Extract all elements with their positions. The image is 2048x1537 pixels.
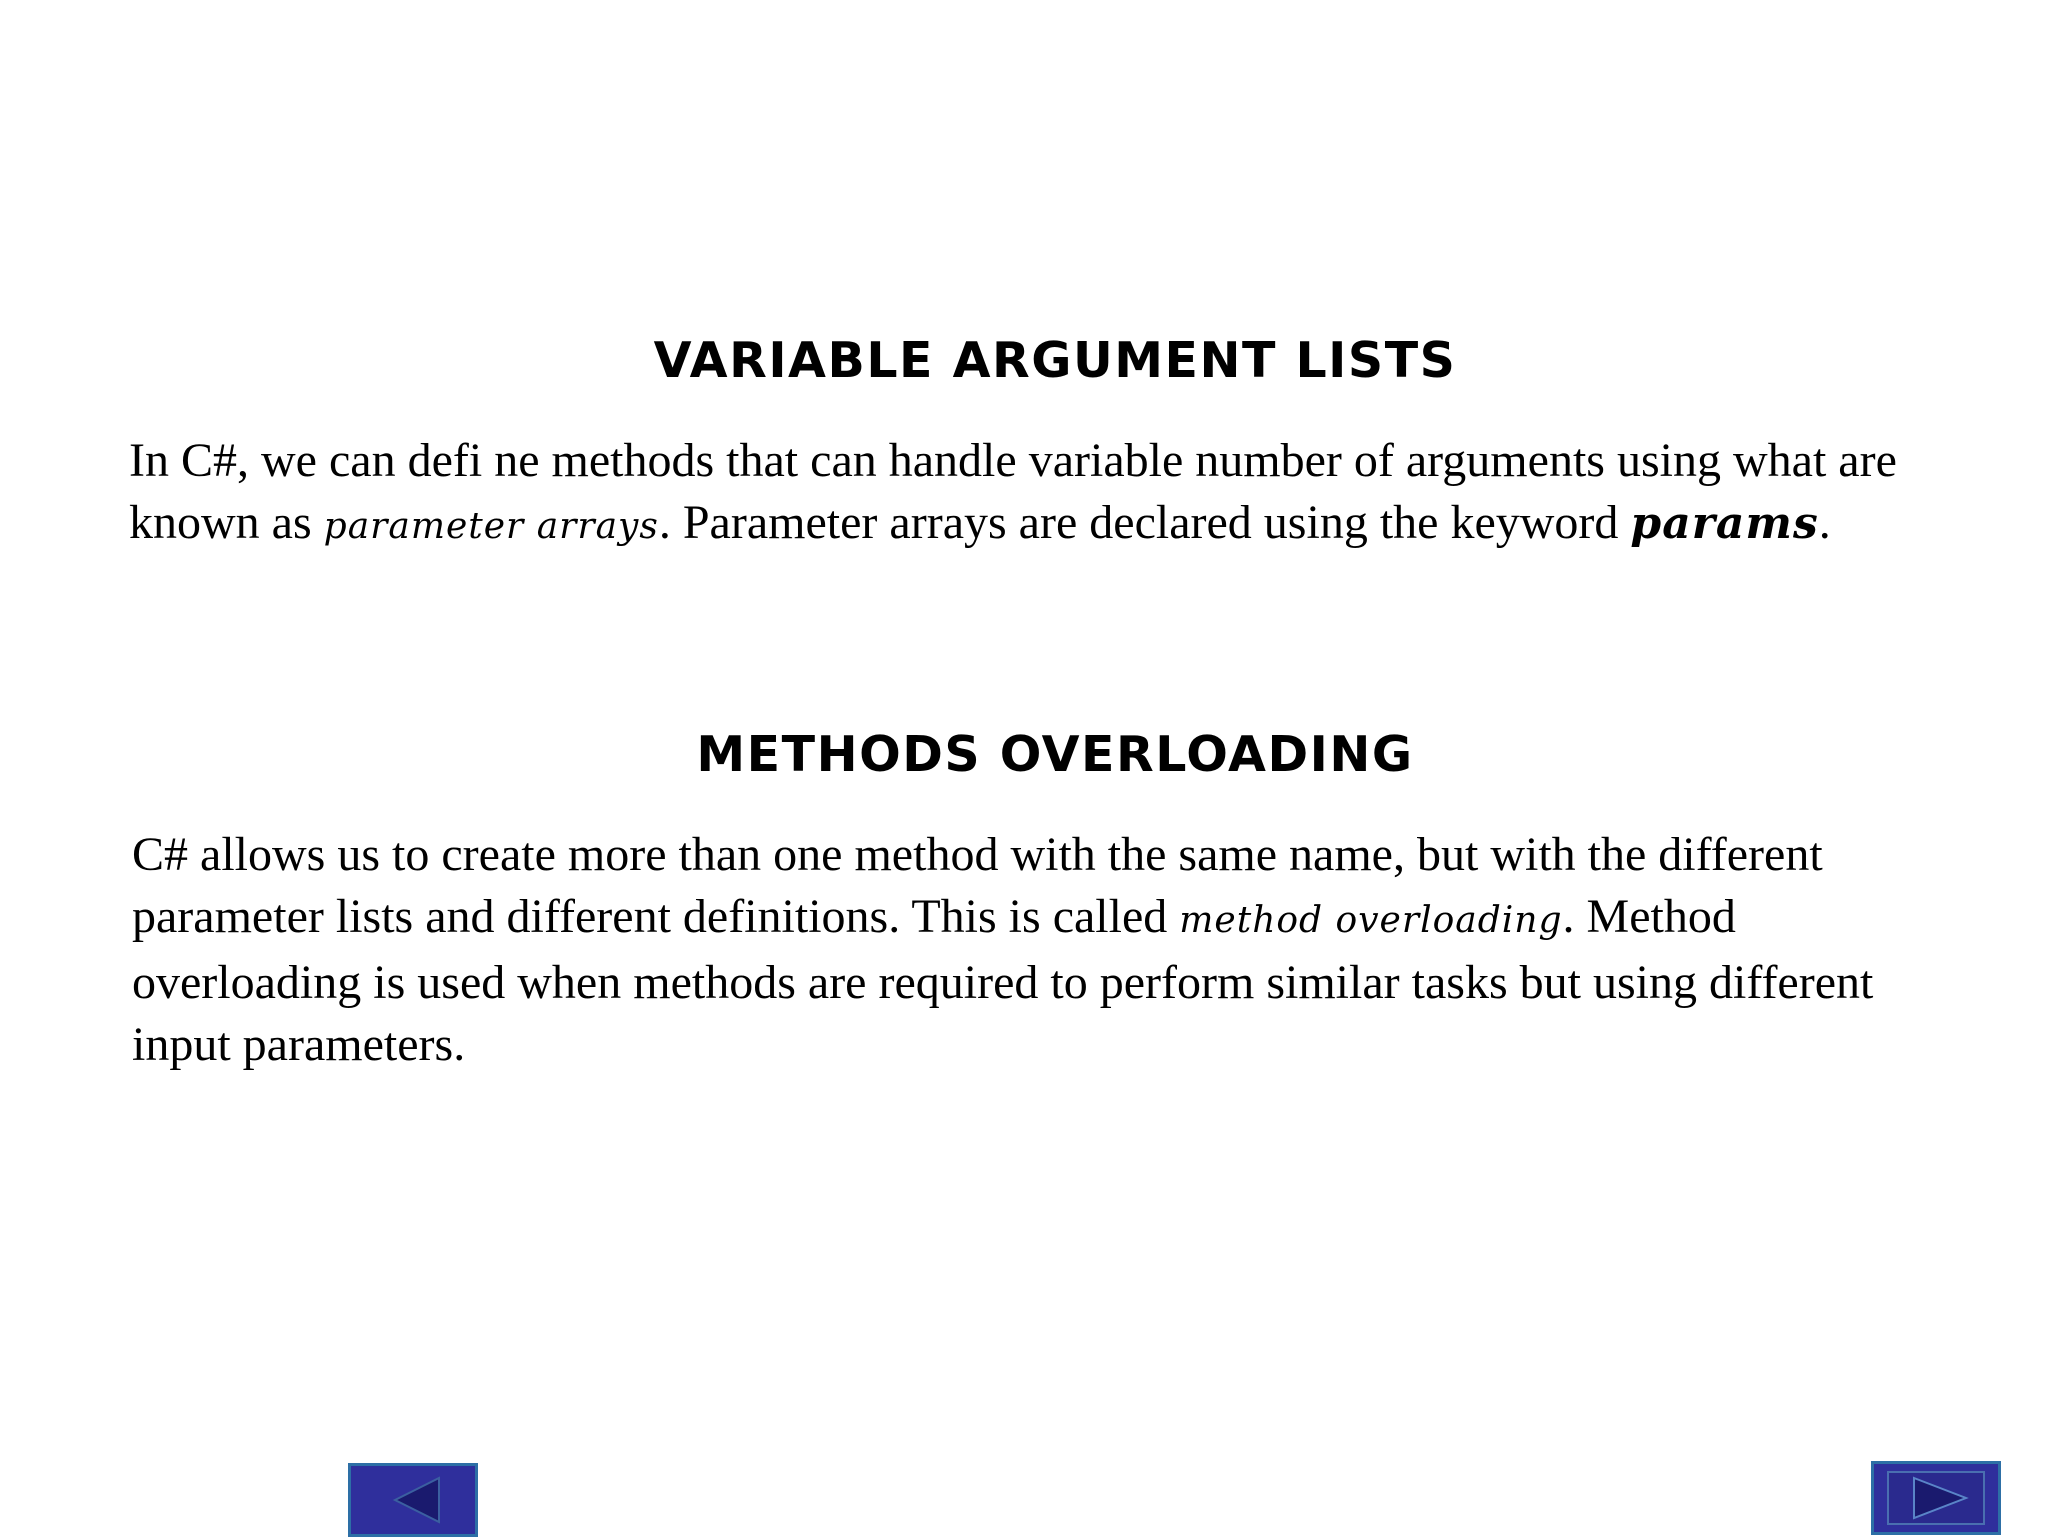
next-slide-button[interactable] <box>1871 1461 2001 1535</box>
section2-text-before: C# allows us to create more than one method with the same name, but with the different parameter lists and different definitions. This is called <box>132 828 1823 943</box>
left-triangle-icon <box>351 1466 475 1534</box>
section1-text-middle: . Parameter arrays are declared using the keyword <box>658 496 1631 549</box>
section1-text-before: In C#, we can defi ne methods that can handle variable number of arguments using what are known as <box>129 434 1897 549</box>
section1-paragraph <box>129 430 2029 558</box>
section2-paragraph <box>132 824 1932 1076</box>
section2-text-after: . Method overloading is used when methods are required to perform similar tasks but using different input parameters. <box>132 890 1874 1071</box>
section1-text-after: . <box>1818 496 1831 549</box>
section2-term: method overloading <box>1179 900 1563 941</box>
section1-heading: VARIABLE ARGUMENT LISTS <box>653 332 1457 389</box>
section1-term: parameter arrays <box>323 506 659 547</box>
section1-keyword: params <box>1630 498 1819 549</box>
right-triangle-icon <box>1874 1464 1998 1532</box>
section2-heading: METHODS OVERLOADING <box>696 726 1414 783</box>
previous-slide-button[interactable] <box>348 1463 478 1537</box>
